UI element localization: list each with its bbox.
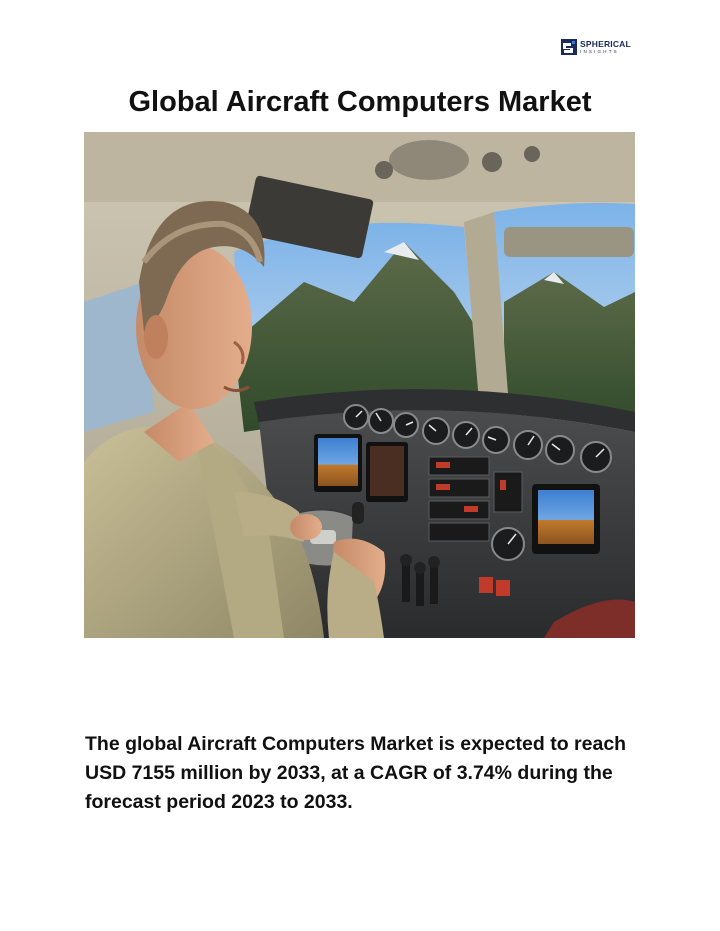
logo-line2: INSIGHTS <box>580 48 619 54</box>
logo-mark-icon <box>561 39 577 55</box>
spherical-insights-logo <box>561 37 635 57</box>
logo-line1: SPHERICAL <box>580 39 631 49</box>
cockpit-pilot-photo-icon <box>84 132 635 638</box>
cockpit-photo <box>84 132 635 638</box>
logo-text <box>580 40 631 54</box>
market-summary: The global Aircraft Computers Market is expected to reach USD 7155 million by 2033, at a CAGR of 3.74% during the forecast period 2023 to 2033. <box>85 733 627 813</box>
page-title: Global Aircraft Computers Market <box>128 86 592 118</box>
